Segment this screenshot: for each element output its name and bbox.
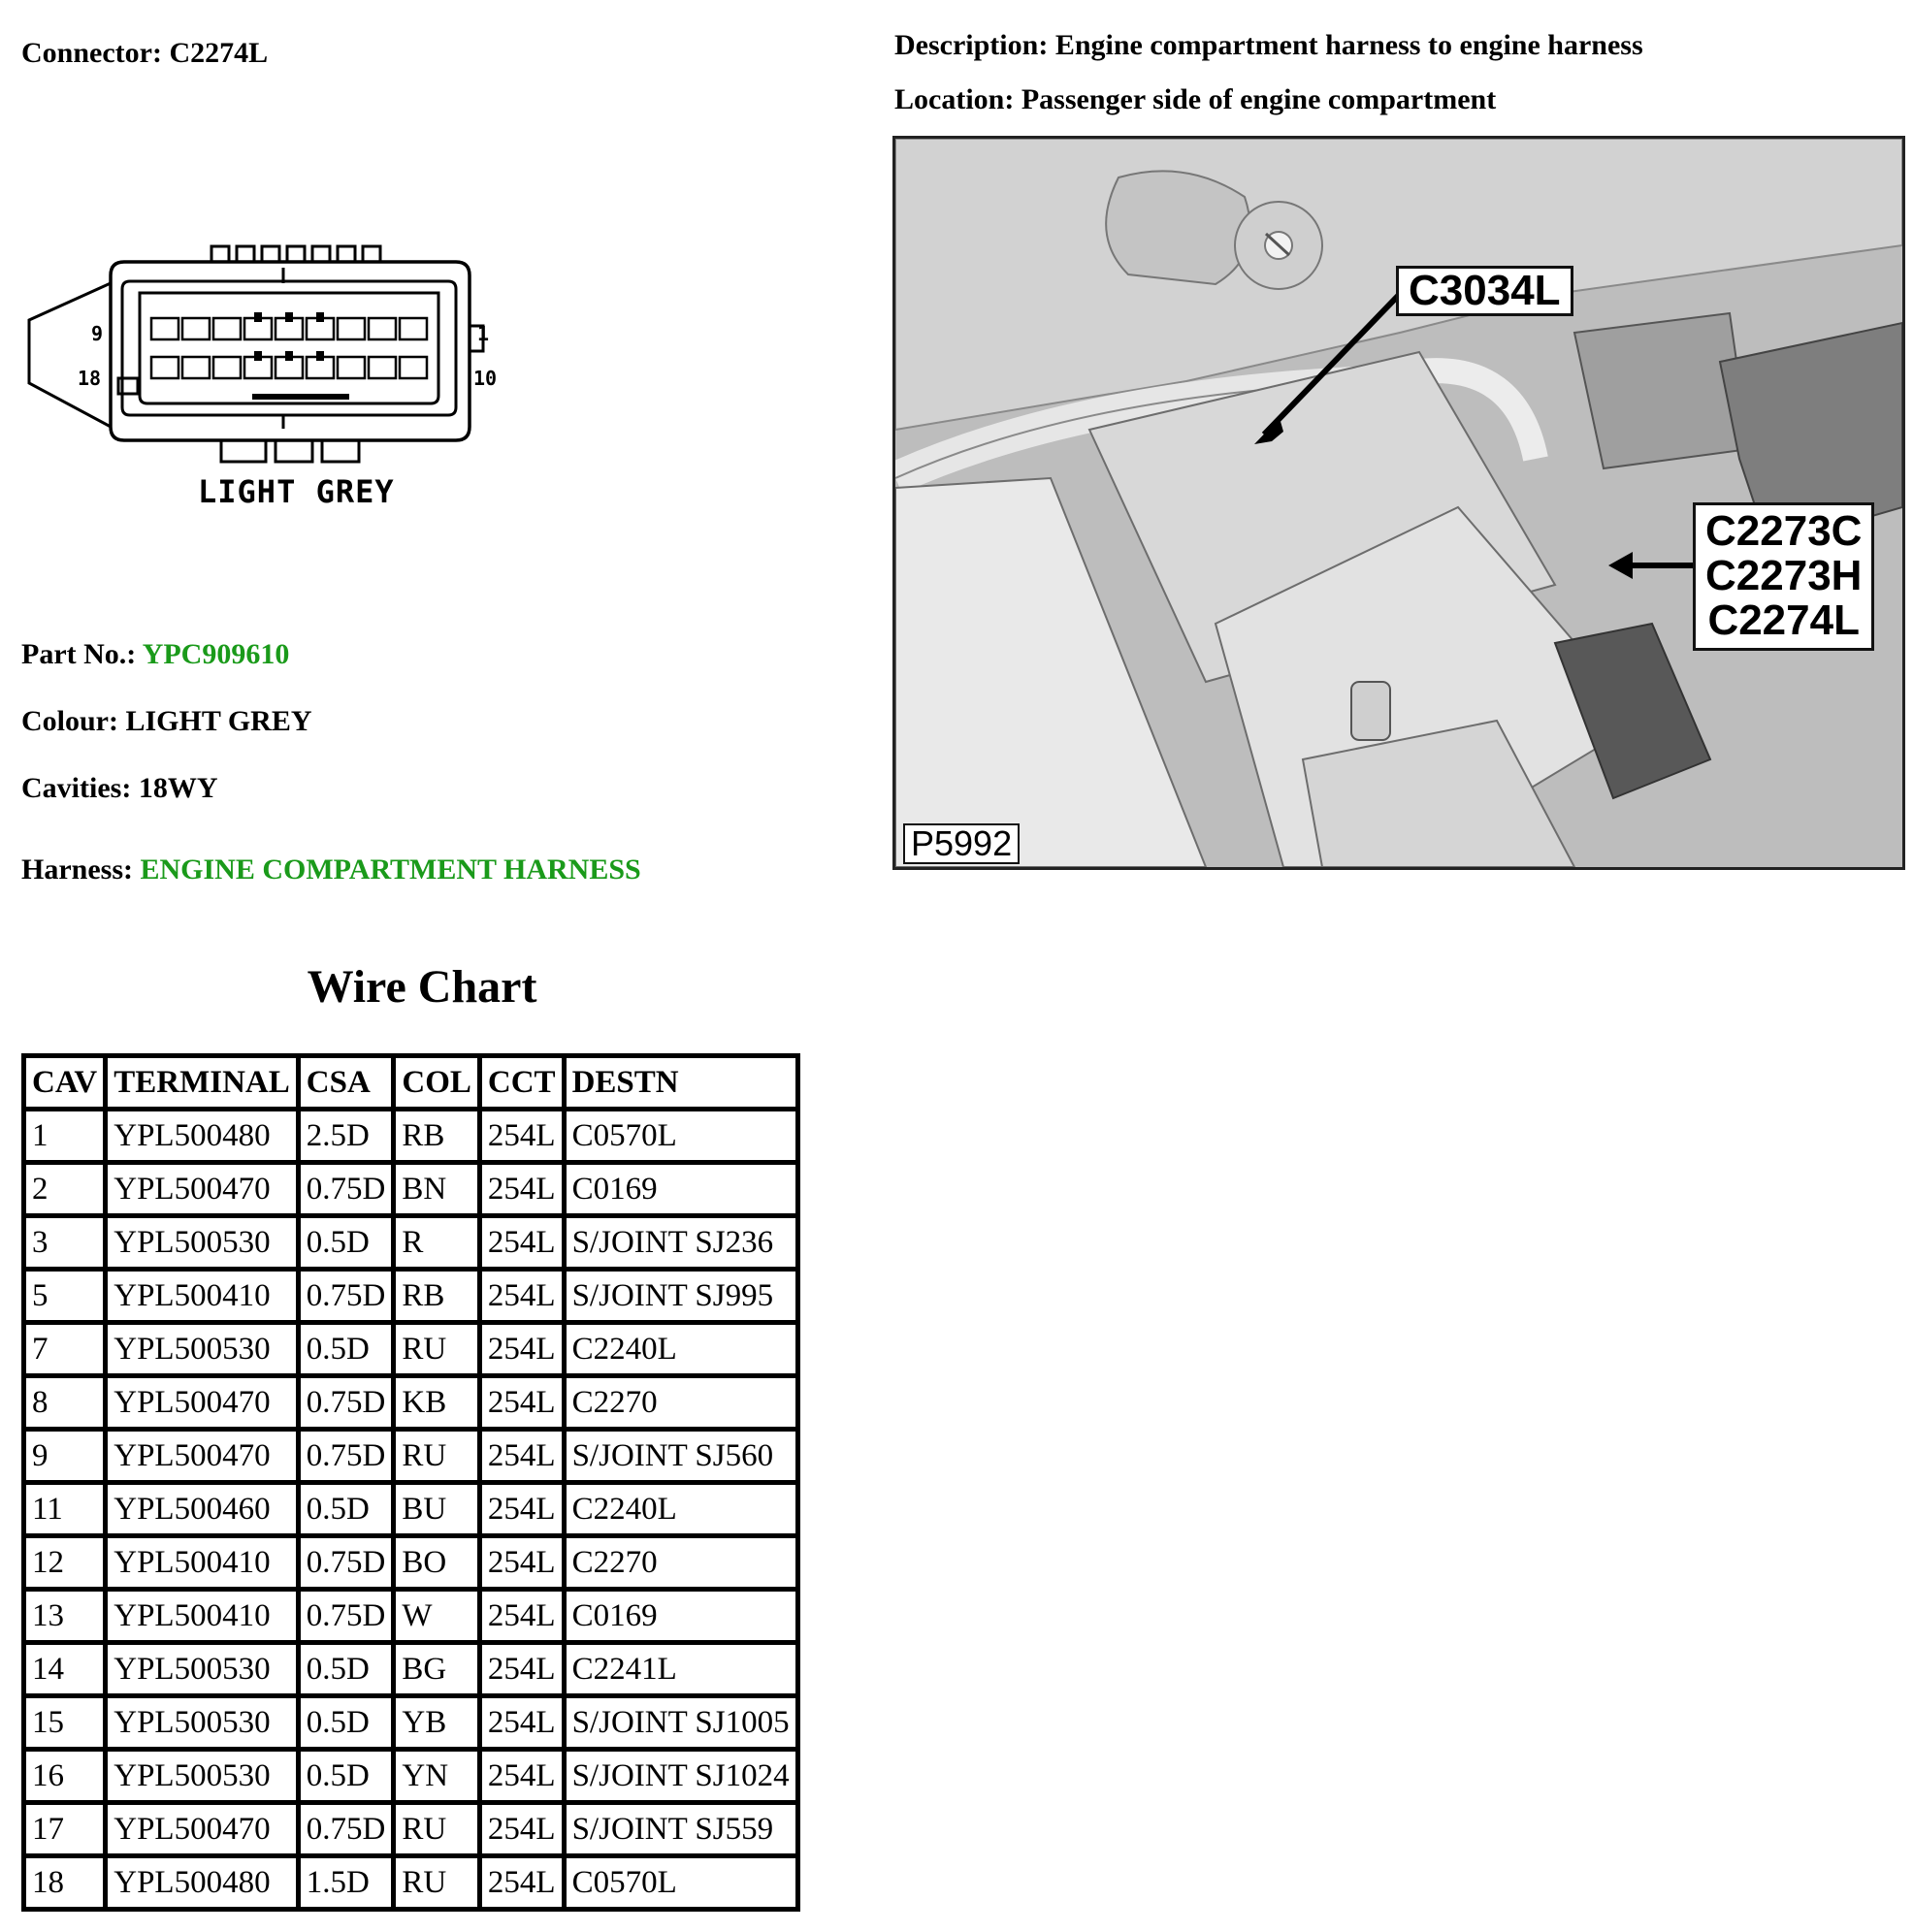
part-number-line <box>21 638 289 671</box>
cell-terminal: YPL500480 <box>108 1858 301 1912</box>
cell-col: RU <box>396 1858 482 1912</box>
connector-colour-caption: LIGHT GREY <box>198 473 395 510</box>
cell-cct: 254L <box>482 1805 567 1858</box>
connector-face-diagram <box>21 233 516 524</box>
cavities-value: 18WY <box>138 772 218 804</box>
pin-label-18: 18 <box>78 367 102 390</box>
cell-destn: C2240L <box>567 1485 800 1538</box>
cell-cav: 12 <box>26 1538 108 1592</box>
colour-line <box>21 705 312 738</box>
cell-destn: S/JOINT SJ995 <box>567 1272 800 1325</box>
table-row <box>26 1698 800 1752</box>
callout-c3034l: C3034L <box>1396 266 1573 316</box>
cell-cct: 254L <box>482 1485 567 1538</box>
pin-label-10: 10 <box>473 367 498 390</box>
cell-csa: 0.75D <box>301 1165 397 1218</box>
cell-col: W <box>396 1592 482 1645</box>
cell-cct: 254L <box>482 1645 567 1698</box>
table-header-row <box>26 1058 800 1111</box>
cell-destn: S/JOINT SJ560 <box>567 1432 800 1485</box>
cell-terminal: YPL500530 <box>108 1752 301 1805</box>
header-destn: DESTN <box>567 1058 800 1111</box>
cell-terminal: YPL500470 <box>108 1805 301 1858</box>
table-row <box>26 1485 800 1538</box>
cell-csa: 0.5D <box>301 1645 397 1698</box>
table-row <box>26 1858 800 1912</box>
callout-c2274l: C2274L <box>1707 596 1860 645</box>
table-row <box>26 1432 800 1485</box>
cell-cct: 254L <box>482 1218 567 1272</box>
table-row <box>26 1325 800 1378</box>
cavities-line <box>21 772 217 805</box>
cell-cav: 5 <box>26 1272 108 1325</box>
cell-cct: 254L <box>482 1858 567 1912</box>
cell-cav: 17 <box>26 1805 108 1858</box>
cell-csa: 0.75D <box>301 1272 397 1325</box>
cell-col: KB <box>396 1378 482 1432</box>
cell-destn: C2270 <box>567 1378 800 1432</box>
cell-destn: C0570L <box>567 1858 800 1912</box>
cell-col: RU <box>396 1325 482 1378</box>
pin-label-9: 9 <box>91 322 104 345</box>
part-number-link[interactable]: YPC909610 <box>142 638 290 670</box>
cell-terminal: YPL500470 <box>108 1378 301 1432</box>
pin-label-1: 1 <box>477 322 490 345</box>
cell-col: BG <box>396 1645 482 1698</box>
table-row <box>26 1378 800 1432</box>
cell-destn: C2240L <box>567 1325 800 1378</box>
cell-cct: 254L <box>482 1111 567 1165</box>
location-line <box>894 83 1496 116</box>
location-value: Passenger side of engine compartment <box>1021 83 1497 115</box>
callout-c2273c: C2273C <box>1705 507 1863 555</box>
cell-cct: 254L <box>482 1325 567 1378</box>
cell-cav: 7 <box>26 1325 108 1378</box>
cell-terminal: YPL500460 <box>108 1485 301 1538</box>
cell-destn: C2270 <box>567 1538 800 1592</box>
cell-terminal: YPL500410 <box>108 1538 301 1592</box>
cell-csa: 0.5D <box>301 1325 397 1378</box>
cell-terminal: YPL500530 <box>108 1645 301 1698</box>
description-value: Engine compartment harness to engine harness <box>1054 29 1643 61</box>
cell-cct: 254L <box>482 1698 567 1752</box>
cell-terminal: YPL500530 <box>108 1325 301 1378</box>
harness-line <box>21 853 641 886</box>
cell-col: RB <box>396 1272 482 1325</box>
description-line <box>894 29 1643 62</box>
header-cav: CAV <box>26 1058 108 1111</box>
cell-col: RU <box>396 1805 482 1858</box>
cell-csa: 1.5D <box>301 1858 397 1912</box>
cell-terminal: YPL500410 <box>108 1272 301 1325</box>
table-row <box>26 1592 800 1645</box>
cell-cav: 3 <box>26 1218 108 1272</box>
cell-cct: 254L <box>482 1378 567 1432</box>
cell-cct: 254L <box>482 1432 567 1485</box>
description-label: Description: <box>894 29 1049 61</box>
cell-col: RU <box>396 1432 482 1485</box>
harness-link[interactable]: ENGINE COMPARTMENT HARNESS <box>140 853 641 886</box>
cell-csa: 0.75D <box>301 1378 397 1432</box>
cell-cct: 254L <box>482 1165 567 1218</box>
part-number-label: Part No.: <box>21 638 137 670</box>
cell-csa: 0.75D <box>301 1805 397 1858</box>
cell-terminal: YPL500530 <box>108 1698 301 1752</box>
table-row <box>26 1272 800 1325</box>
table-row <box>26 1111 800 1165</box>
cell-cav: 13 <box>26 1592 108 1645</box>
cell-csa: 0.5D <box>301 1485 397 1538</box>
table-row <box>26 1645 800 1698</box>
colour-value: LIGHT GREY <box>125 705 312 737</box>
cell-col: YN <box>396 1752 482 1805</box>
wire-chart-title: Wire Chart <box>307 961 537 1013</box>
cell-col: RB <box>396 1111 482 1165</box>
cell-terminal: YPL500530 <box>108 1218 301 1272</box>
cell-destn: C2241L <box>567 1645 800 1698</box>
header-cct: CCT <box>482 1058 567 1111</box>
cell-cct: 254L <box>482 1752 567 1805</box>
callout-c2273-c2274-group <box>1693 502 1874 651</box>
cell-col: BU <box>396 1485 482 1538</box>
cell-destn: S/JOINT SJ1024 <box>567 1752 800 1805</box>
header-col: COL <box>396 1058 482 1111</box>
cell-csa: 0.5D <box>301 1218 397 1272</box>
cavities-label: Cavities: <box>21 772 132 804</box>
colour-label: Colour: <box>21 705 118 737</box>
cell-destn: S/JOINT SJ1005 <box>567 1698 800 1752</box>
location-label: Location: <box>894 83 1015 115</box>
wire-chart-table <box>21 1053 800 1912</box>
wire-chart-body <box>26 1111 800 1912</box>
header-csa: CSA <box>301 1058 397 1111</box>
cell-terminal: YPL500480 <box>108 1111 301 1165</box>
cell-cav: 15 <box>26 1698 108 1752</box>
cell-destn: C0169 <box>567 1592 800 1645</box>
cell-cct: 254L <box>482 1272 567 1325</box>
harness-label: Harness: <box>21 853 133 886</box>
cell-cav: 11 <box>26 1485 108 1538</box>
table-row <box>26 1218 800 1272</box>
cell-destn: C0169 <box>567 1165 800 1218</box>
cell-csa: 2.5D <box>301 1111 397 1165</box>
cell-destn: C0570L <box>567 1111 800 1165</box>
cell-col: YB <box>396 1698 482 1752</box>
connector-label: Connector: <box>21 37 162 69</box>
cell-csa: 0.5D <box>301 1752 397 1805</box>
cell-col: BO <box>396 1538 482 1592</box>
callout-c2273h: C2273H <box>1705 552 1863 600</box>
table-row <box>26 1805 800 1858</box>
table-row <box>26 1165 800 1218</box>
cell-destn: S/JOINT SJ559 <box>567 1805 800 1858</box>
cell-cav: 18 <box>26 1858 108 1912</box>
cell-col: BN <box>396 1165 482 1218</box>
cell-csa: 0.75D <box>301 1432 397 1485</box>
cell-cct: 254L <box>482 1538 567 1592</box>
cell-cav: 9 <box>26 1432 108 1485</box>
connector-location-photo <box>892 136 1905 870</box>
cell-terminal: YPL500410 <box>108 1592 301 1645</box>
cell-destn: S/JOINT SJ236 <box>567 1218 800 1272</box>
cell-cav: 1 <box>26 1111 108 1165</box>
cell-col: R <box>396 1218 482 1272</box>
cell-terminal: YPL500470 <box>108 1165 301 1218</box>
cell-cav: 16 <box>26 1752 108 1805</box>
cell-csa: 0.75D <box>301 1538 397 1592</box>
cell-cav: 2 <box>26 1165 108 1218</box>
photo-reference-number: P5992 <box>903 823 1020 864</box>
cell-cav: 8 <box>26 1378 108 1432</box>
cell-cct: 254L <box>482 1592 567 1645</box>
table-row <box>26 1752 800 1805</box>
table-row <box>26 1538 800 1592</box>
cell-csa: 0.75D <box>301 1592 397 1645</box>
cell-terminal: YPL500470 <box>108 1432 301 1485</box>
cell-cav: 14 <box>26 1645 108 1698</box>
connector-id-line <box>21 37 268 70</box>
header-terminal: TERMINAL <box>108 1058 301 1111</box>
connector-value: C2274L <box>169 37 269 69</box>
cell-csa: 0.5D <box>301 1698 397 1752</box>
